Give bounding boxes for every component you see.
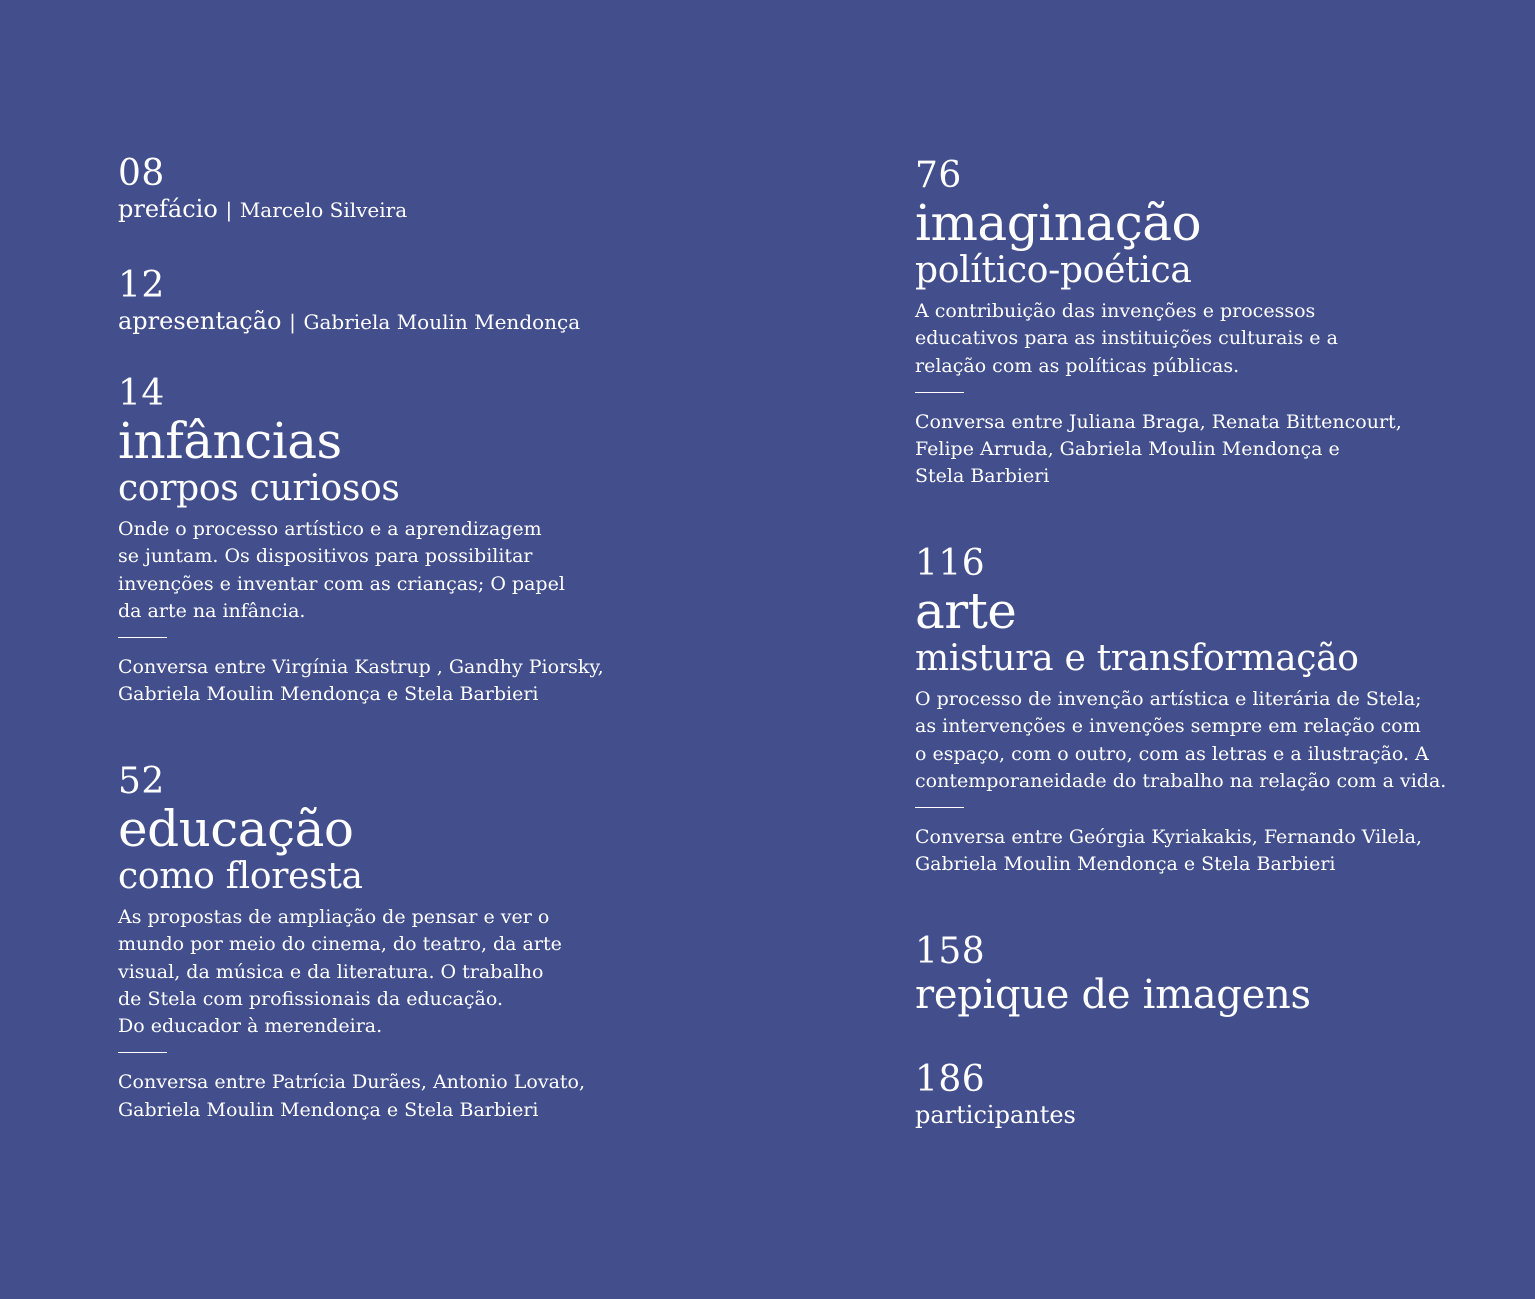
entry-conversation: Conversa entre Juliana Braga, Renata Bittencourt, Felipe Arruda, Gabriela Moulin Mendonça e Stela Barbieri xyxy=(915,410,1402,488)
entry-title: arte xyxy=(915,582,1017,640)
toc-entry-repique[interactable] xyxy=(915,932,1475,1018)
page-number: 52 xyxy=(118,761,165,802)
toc-entry-educacao[interactable] xyxy=(118,762,678,1124)
entry-title-line xyxy=(118,194,678,225)
entry-subtitle: mistura e transformação xyxy=(915,638,1359,679)
toc-entry-imaginacao[interactable] xyxy=(915,156,1475,491)
divider xyxy=(118,1052,167,1053)
page-number: 12 xyxy=(118,265,165,306)
toc-entry-arte[interactable] xyxy=(915,544,1475,879)
divider xyxy=(915,807,964,808)
page-number: 186 xyxy=(915,1059,986,1100)
toc-entry-prefacio[interactable] xyxy=(118,154,678,225)
entry-title: repique de imagens xyxy=(915,972,1311,1018)
page-number: 14 xyxy=(118,373,165,414)
entry-subtitle: político-poética xyxy=(915,250,1192,291)
entry-description: A contribuição das invenções e processos educativos para as instituições culturais e a relação com as políticas públicas. xyxy=(915,300,1338,377)
entry-description: O processo de invenção artística e literária de Stela; as intervenções e invenções sempre em relação com o espaço, com o outro, com as letras e a ilustração. A contemporaneidade do trabalho na relação com a vida. xyxy=(915,688,1447,792)
toc-entry-apresentacao[interactable] xyxy=(118,266,678,337)
entry-conversation: Conversa entre Geórgia Kyriakakis, Fernando Vilela, Gabriela Moulin Mendonça e Stela Barbieri xyxy=(915,826,1423,876)
entry-title-line xyxy=(118,306,678,337)
entry-subtitle: corpos curiosos xyxy=(118,468,400,509)
page-number: 158 xyxy=(915,931,986,972)
divider xyxy=(915,392,964,393)
title-separator: | xyxy=(225,198,233,222)
entry-title: prefácio xyxy=(118,195,218,223)
entry-conversation: Conversa entre Patrícia Durães, Antonio Lovato, Gabriela Moulin Mendonça e Stela Barbieri xyxy=(118,1071,586,1121)
entry-author: Marcelo Silveira xyxy=(239,198,408,222)
page-number: 08 xyxy=(118,153,165,194)
entry-subtitle: como floresta xyxy=(118,856,363,897)
entry-title: apresentação xyxy=(118,307,282,335)
title-separator: | xyxy=(289,310,296,334)
entry-description: Onde o processo artístico e a aprendizagem se juntam. Os dispositivos para possibilitar invenções e inventar com as crianças; O papel da arte na infância. xyxy=(118,518,565,622)
page-number: 76 xyxy=(915,155,962,196)
entry-title: participantes xyxy=(915,1101,1076,1129)
page-number: 116 xyxy=(915,543,986,584)
entry-conversation: Conversa entre Virgínia Kastrup , Gandhy Piorsky, Gabriela Moulin Mendonça e Stela Barbieri xyxy=(118,656,604,706)
entry-title: educação xyxy=(118,800,354,858)
entry-title: imaginação xyxy=(915,194,1202,252)
entry-author: Gabriela Moulin Mendonça xyxy=(303,310,581,334)
divider xyxy=(118,637,167,638)
toc-entry-participantes[interactable] xyxy=(915,1060,1475,1130)
toc-entry-infancias[interactable] xyxy=(118,374,678,709)
entry-title: infâncias xyxy=(118,412,342,470)
entry-description: As propostas de ampliação de pensar e ver o mundo por meio do cinema, do teatro, da arte visual, da música e da literatura. O trabalho de Stela com profissionais da educação. Do educador à merendeira. xyxy=(118,906,562,1038)
